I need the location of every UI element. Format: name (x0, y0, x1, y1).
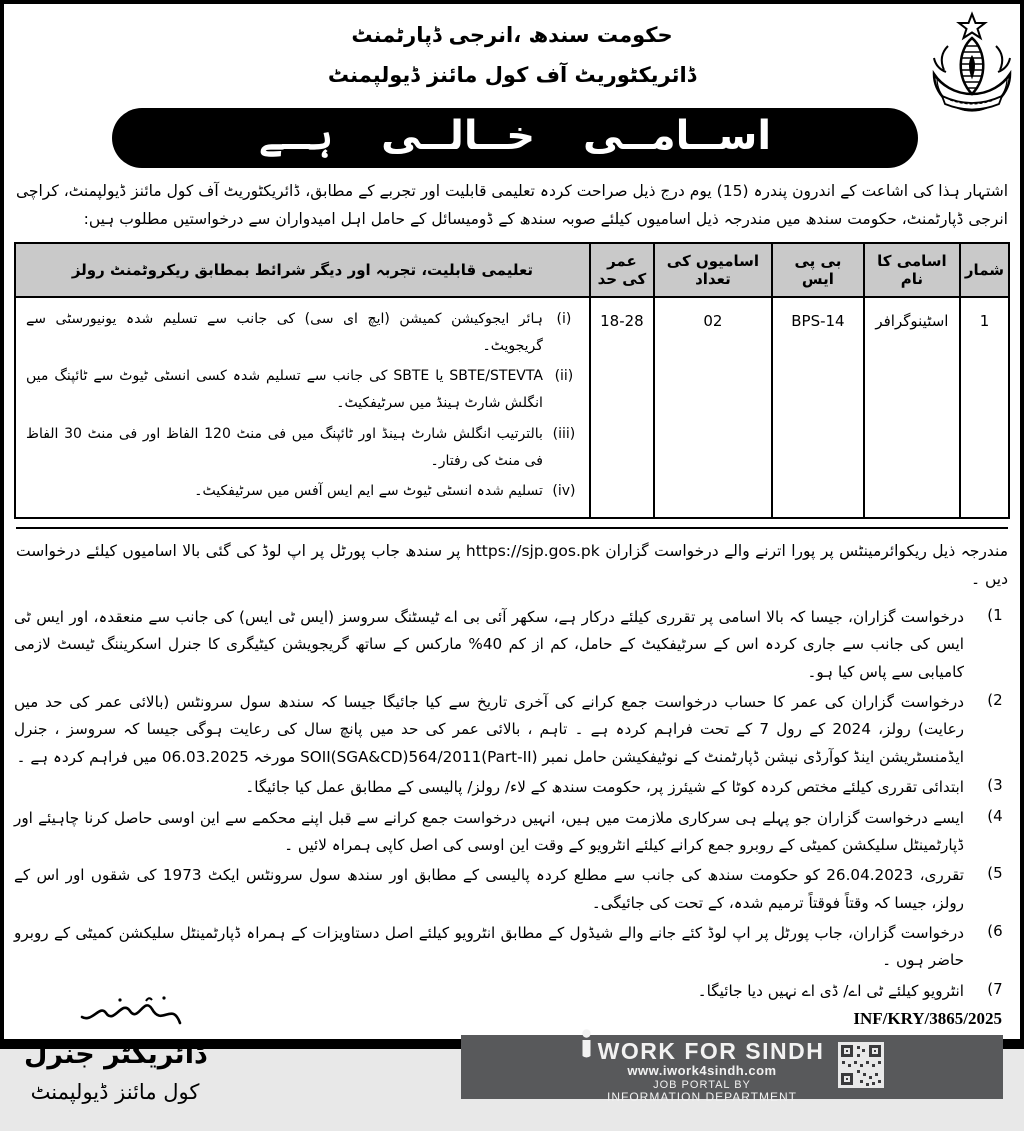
condition-marker: (2 (987, 691, 1003, 710)
condition-item (14, 604, 1010, 686)
qualification-marker: (iii) (552, 425, 576, 442)
work-for-sindh-banner (461, 1035, 1003, 1105)
condition-marker: (3 (987, 776, 1003, 795)
qualification-text: تسلیم شدہ انسٹی ٹیوٹ سے ایم ایس آفس میں سرٹیفکیٹ۔ (194, 483, 543, 500)
recruitment-table (14, 242, 1010, 519)
qualification-item (26, 363, 579, 418)
cell-bps: BPS-14 (772, 297, 864, 518)
condition-text: درخواست گزاران، جاب پورٹل پر اپ لوڈ کئے جانے والے شیڈول کے مطابق انٹرویو کیلئے اصل دستاویزات کے ہمراہ ڈپارٹمینٹل سلیکشن کمیٹی کے روبرو حاضر ہوں ۔ (14, 923, 964, 970)
table-header-row (15, 243, 1009, 297)
condition-text: انٹرویو کیلئے ٹی اے/ ڈی اے نہیں دیا جائیگا۔ (697, 981, 964, 1000)
condition-marker: (1 (987, 605, 1003, 624)
work-banner-text-block (580, 1029, 825, 1104)
qualification-text: ہائر ایجوکیشن کمیشن (ایچ ای سی) کی جانب سے تسلیم شدہ یونیورسٹی سے گریجویٹ۔ (26, 310, 543, 354)
condition-marker: (4 (987, 806, 1003, 825)
qualification-marker: (i) (556, 310, 572, 327)
work-banner-subline-1: JOB PORTAL BY (653, 1078, 751, 1091)
col-header-post-count: اسامیوں کی تعداد (654, 243, 772, 297)
work-banner-subline-2: INFORMATION DEPARTMENT (607, 1090, 797, 1105)
table-row (15, 297, 1009, 518)
intro-paragraph: اشتہار ہذا کی اشاعت کے اندرون پندرہ (15) یوم درج ذیل صراحت کردہ تعلیمی قابلیت اور تجربے کے مطابق، ڈائریکٹوریٹ آف کول مائنز ڈیولپمنٹ، کراچی انرجی ڈپارٹمنٹ، حکومت سندھ میں مندرجہ ذیل اسامیوں کیلئے صوبہ سندھ کے ڈومیسائل کے حامل اہل امیدواران سے درخواستیں مطلوب ہیں: (16, 181, 1009, 228)
qualification-marker: (ii) (554, 368, 574, 385)
qualification-text: SBTE/STEVTA یا SBTE کی جانب سے تسلیم شدہ کسی انسٹی ٹیوٹ سے ٹائپنگ میں انگلش شارٹ ہینڈ میں سرٹیفکیٹ۔ (26, 368, 543, 412)
footer (14, 1009, 1010, 1131)
advertisement-ref-number: INF/KRY/3865/2025 (853, 1009, 1002, 1029)
qualification-item (26, 306, 579, 361)
directorate-title: ڈائریکٹوریٹ آف کول مائنز ڈیولپمنٹ (327, 62, 697, 87)
qualification-marker: (iv) (552, 483, 576, 500)
apply-instruction: مندرجہ ذیل ریکوائرمینٹس پر پورا اترنے والے درخواست گزاران https://sjp.gos.pk پر سندھ جاب پورٹل پر اپ لوڈ کی گئی بالا اسامیوں کیلئے درخواست دیں ۔ (16, 527, 1008, 594)
col-header-qualifications: تعلیمی قابلیت، تجربہ اور دیگر شرائط بمطابق ریکروٹمنٹ رولز (15, 243, 590, 297)
signatory-department: کول مائنز ڈیولپمنٹ (30, 1079, 200, 1104)
cell-post-name: اسٹینوگرافر (864, 297, 960, 518)
condition-marker: (5 (987, 864, 1003, 883)
work-banner-title: WORK FOR SINDH (597, 1037, 825, 1064)
condition-item (14, 774, 1010, 801)
conditions-list (14, 604, 1010, 1005)
condition-text: ایسے درخواست گزاران جو پہلے ہی سرکاری ملازمت میں ہیں، انہیں درخواست جمع کرانے سے قبل اپنے محکمے سے این اوسی حاصل کرنا چاہیئے اور ڈپارٹمینٹل سلیکشن کمیٹی کے روبرو جمع کرانے کیلئے انٹرویو کے وقت این اوسی کی اصل کاپی ہمراہ لائیں ۔ (14, 808, 964, 854)
condition-text: درخواست گزاران، جیسا کہ بالا اسامی پر تقرری کیلئے درکار ہے، سکھر آئی بی اے ٹیسٹنگ سروسز (ایس ٹی ایس) کی جانب سے منعقدہ، اور ایس ٹی ایس کی جانب سے جاری کردہ اس کے سرٹیفکیٹ کے حامل، کم از کم 40% مارکس کے ساتھ گریجویشن کیٹیگری کا جنرل اسکریننگ ٹیسٹ لازمی کامیابی سے پاس کیا ہو۔ (14, 607, 965, 681)
condition-text: تقرری، 26.04.2023 کو حکومت سندھ کی جانب سے مطلع کردہ پالیسی کے مطابق اور سندھ سول سرونٹس ایکٹ 1973 کی شقوں اور اس کے رولز، جیسا کہ وقتاً فوقتاً ترمیم شدہ، کے تحت کی جائیگی۔ (14, 866, 964, 912)
signatory-designation: ڈائریکٹر جنرل (24, 1039, 206, 1071)
col-header-serial: شمار (960, 243, 1009, 297)
cell-serial: 1 (960, 297, 1009, 518)
signatory-block (24, 1035, 206, 1109)
col-header-age-limit: عمر کی حد (590, 243, 654, 297)
condition-marker: (6 (987, 921, 1003, 940)
condition-item (14, 805, 1010, 860)
condition-item (14, 689, 1010, 771)
sindh-government-emblem-icon (924, 12, 1020, 118)
qr-code-icon (838, 1042, 884, 1093)
col-header-bps: بی پی ایس (772, 243, 864, 297)
cell-post-count: 02 (654, 297, 772, 518)
cell-age-limit: 18-28 (590, 297, 654, 518)
cell-qualifications (15, 297, 590, 518)
qualification-text: بالترتیب انگلش شارٹ ہینڈ اور ٹائپنگ میں فی منٹ 120 الفاظ اور فی منٹ 30 الفاظ فی منٹ کی رفتار۔ (26, 425, 543, 470)
government-department-title: حکومت سندھ ،انرجی ڈپارٹمنٹ (351, 23, 673, 47)
document-header (14, 10, 1010, 96)
condition-marker: (7 (987, 979, 1003, 998)
col-header-post-name: اسامی کا نام (864, 243, 960, 297)
condition-text: درخواست گزاران کی عمر کا حساب درخواست جمع کرانے کی آخری تاریخ سے کیا جائیگا جیسا کہ سندھ سول سرونٹس (بالائی عمر کی حد میں رعایت) رولز، 2024 کے رول 7 کے تحت فراہم کردہ ہے ۔ تاہم ، بالائی عمر کی حد میں پانچ سال کی رعایت ہوگی جیسا کہ سروسز ، جنرل ایڈمنسٹریشن اینڈ کوآرڈی نیشن ڈپارٹمنٹ کے نوٹیفکیشن حامل نمبر SOII(SGA&CD)564/2011(Part-II) مورخہ 06.03.2025 میں فراہم کردہ ہے ۔ (14, 693, 964, 766)
condition-item (14, 862, 1010, 917)
work-banner-url: www.iwork4sindh.com (627, 1063, 777, 1079)
vacancy-banner-text: اســامــی خــالــی ہــے (258, 112, 772, 159)
person-i-icon (580, 1029, 593, 1064)
condition-item (14, 920, 1010, 975)
signature-scribble-icon (76, 993, 188, 1039)
qualification-item (26, 478, 579, 505)
condition-text: ابتدائی تقرری کیلئے مختص کردہ کوٹا کے شیئرز پر، حکومت سندھ کے لاء/ رولز/ پالیسی کے مطابق عمل کیا جائیگا۔ (245, 778, 964, 797)
vacancy-banner (112, 108, 918, 168)
qualification-item (26, 421, 579, 476)
